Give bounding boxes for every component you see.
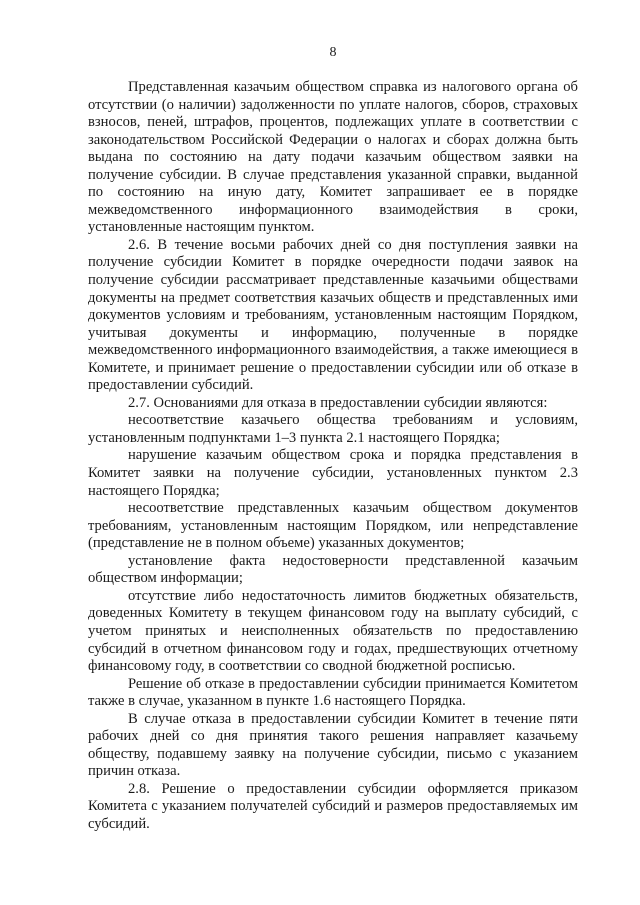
page-number: 8 [329, 45, 337, 60]
paragraph-refusal-notice: В случае отказа в предоставлении субсидии Комитет в течение пяти рабочих дней со дня принятия такого решения направляет казачьему обществу, подавшему заявку на получение субсидии, письмо с указанием причин отказа. [88, 710, 578, 780]
ground-documents-mismatch: несоответствие представленных казачьим обществом документов требованиям, установленным настоящим Порядком, или непредставление (представление не в полном объеме) указанных документов; [88, 500, 578, 552]
paragraph-2-7-grounds: 2.7. Основаниями для отказа в предоставлении субсидии являются: [128, 394, 548, 411]
ground-false-information: установление факта недостоверности представленной казачьим обществом информации; [88, 552, 578, 587]
paragraph-tax-certificate: Представленная казачьим обществом справка из налогового органа об отсутствии (о наличии) задолженности по уплате налогов, сборов, страховых взносов, пеней, штрафов, процентов, подлежащих уплате в соответствии с законодательством Российской Федерации о налогах и сборах должна быть выдана по состоянию на дату подачи казачьим обществом заявки на получение субсидии. В случае представления указанной справки, выданной по состоянию на иную дату, Комитет запрашивает ее в порядке межведомственного информационного взаимодействия в сроки, установленные настоящим пунктом. [88, 79, 578, 236]
ground-budget-limits: отсутствие либо недостаточность лимитов бюджетных обязательств, доведенных Комитету в текущем финансовом году на выплату субсидий, с учетом принятых и неисполненных обязательств по предоставлению субсидий в отчетном финансовом году и годах, предшествующих отчетному финансовому году, в соответствии со сводной бюджетной росписью. [88, 587, 578, 675]
ground-noncompliance: несоответствие казачьего общества требованиям и условиям, установленным подпунктами 1–3 пункта 2.1 настоящего Порядка; [88, 412, 578, 446]
paragraph-refusal-decision: Решение об отказе в предоставлении субсидии принимается Комитетом также в случае, указанном в пункте 1.6 настоящего Порядка. [88, 675, 578, 710]
paragraph-2-6-review: 2.6. В течение восьми рабочих дней со дня поступления заявки на получение субсидии Комитет в порядке очередности подачи заявок на получение субсидии рассматривает представленные казачьими обществами документы на предмет соответствия казачьих обществ и представленных ими документов условиям и требованиям, установленным настоящим Порядком, учитывая документы и информацию, полученные в порядке межведомственного информационного взаимодействия, а также имеющиеся в Комитете, и принимает решение о предоставлении субсидии или об отказе в предоставлении субсидий. [88, 236, 578, 394]
ground-deadline-violation: нарушение казачьим обществом срока и порядка представления в Комитет заявки на получение субсидии, установленных пунктом 2.3 настоящего Порядка; [88, 447, 578, 499]
paragraph-2-8-order: 2.8. Решение о предоставлении субсидии оформляется приказом Комитета с указанием получателей субсидий и размеров предоставляемых им субсидий. [88, 780, 578, 832]
